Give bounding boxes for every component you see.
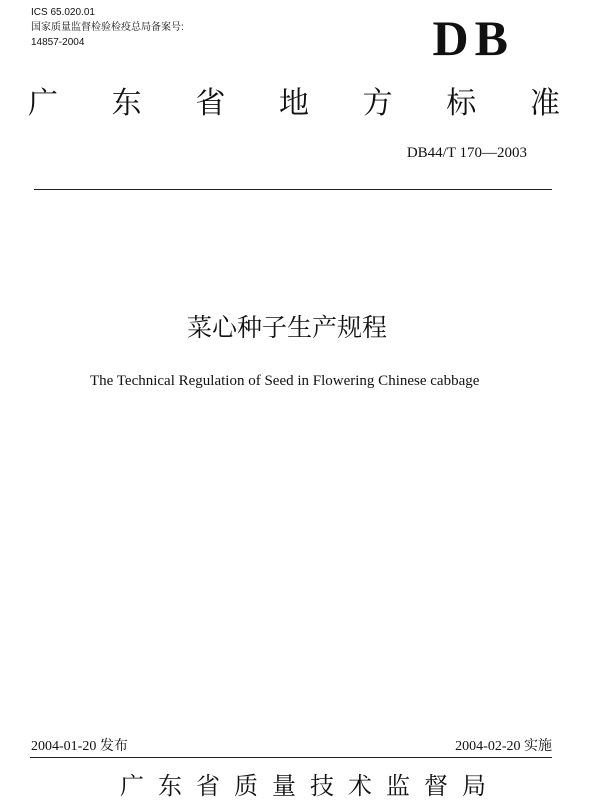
issue-date: 2004-01-20 [31,739,97,754]
effective-date-block [455,737,552,756]
standard-number: DB44/T 170—2003 [406,145,527,161]
standard-type-char: 广 [28,86,58,121]
document-metadata [31,5,184,50]
db-logo: DB [432,10,514,66]
standard-type-char: 准 [529,86,560,121]
ics-code: ICS 65.020.01 [31,7,95,18]
standard-type-char: 方 [362,86,393,121]
standard-type-heading [28,84,560,124]
top-divider [34,189,552,190]
registry-label: 国家质量监督检验检疫总局备案号: [31,22,184,33]
effective-date: 2004-02-20 [455,739,521,754]
standard-type-char: 标 [446,86,477,121]
bottom-divider [30,757,552,758]
title-english: The Technical Regulation of Seed in Flowering Chinese cabbage [90,373,480,389]
issue-label: 发布 [99,738,128,754]
standard-type-char: 地 [278,86,309,121]
registry-number: 14857-2004 [31,37,85,48]
issue-date-block [31,737,128,756]
title-chinese: 菜心种子生产规程 [186,313,387,342]
effective-label: 实施 [524,738,552,754]
issuer-name: 广东省质量技术监督局 [120,772,500,800]
standard-type-char: 省 [195,86,226,121]
standard-type-char: 东 [111,86,142,121]
